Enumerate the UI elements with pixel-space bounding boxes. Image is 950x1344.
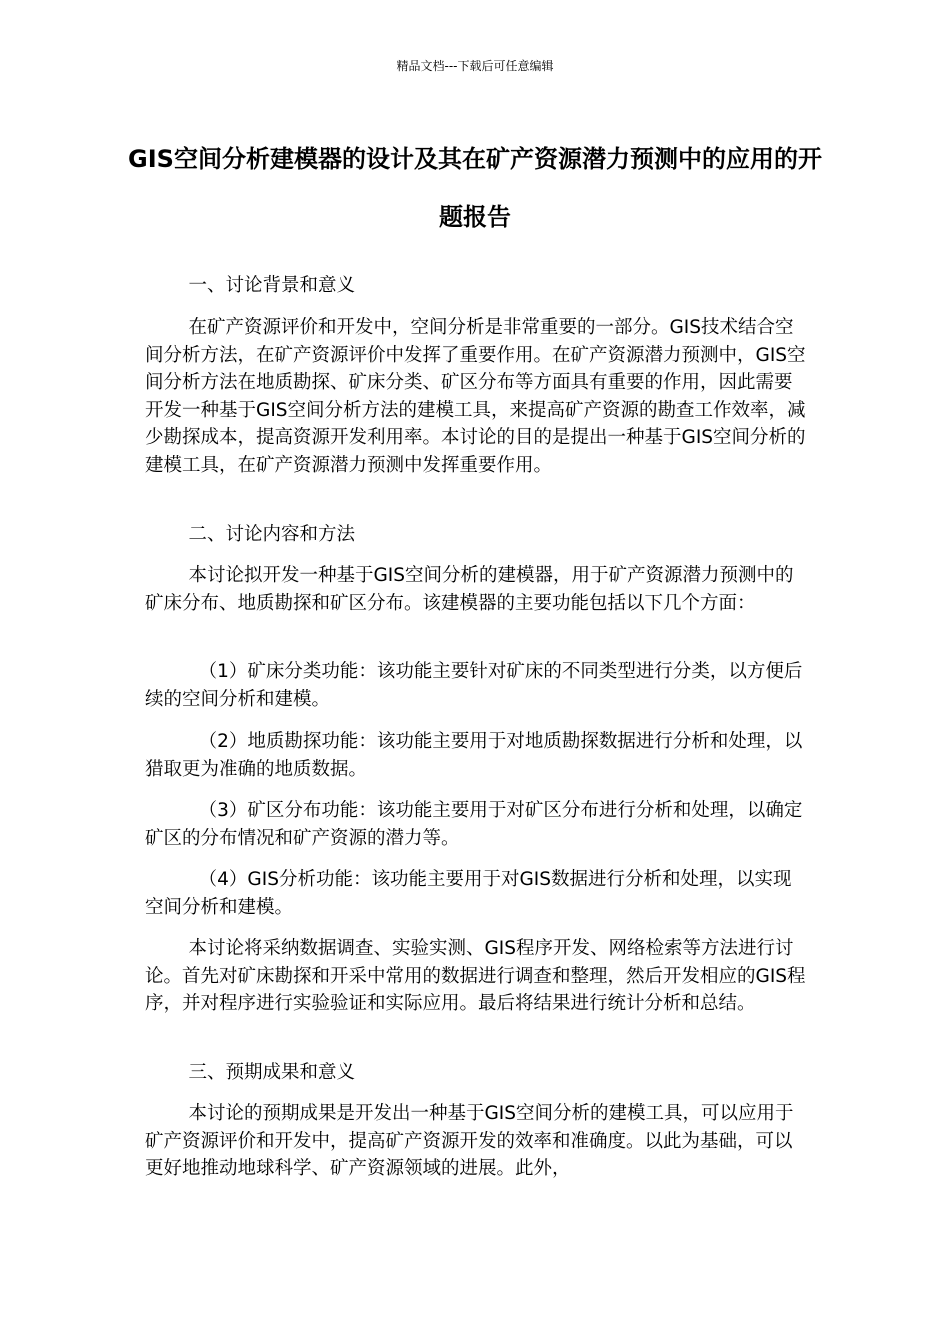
heading-text: 三、预期成果和意义 (188, 1062, 355, 1083)
section-heading-3 (145, 1059, 807, 1087)
section-heading-2 (145, 521, 807, 549)
list-item-text: （3）矿区分布功能：该功能主要用于对矿区分布进行分析和处理，以确定矿区的分布情况和矿产资源的潜力等。 (145, 800, 803, 849)
paragraph-text: 本讨论的预期成果是开发出一种基于GIS空间分析的建模工具，可以应用于矿产资源评价和开发中，提高矿产资源开发的效率和准确度。以此为基础，可以更好地推动地球科学、矿产资源领域的进展。此外， (145, 1103, 794, 1179)
list-item-3 (145, 797, 807, 852)
list-item-2 (145, 728, 807, 783)
paragraph-text: 在矿产资源评价和开发中，空间分析是非常重要的一部分。GIS技术结合空间分析方法，在矿产资源评价中发挥了重要作用。在矿产资源潜力预测中，GIS空间分析方法在地质勘探、矿床分类、矿区分布等方面具有重要的作用，因此需要开发一种基于GIS空间分析方法的建模工具，来提高矿产资源的勘查工作效率，减少勘探成本，提高资源开发利用率。本讨论的目的是提出一种基于GIS空间分析的建模工具，在矿产资源潜力预测中发挥重要作用。 (145, 317, 806, 476)
paragraph-methods (145, 935, 807, 1018)
paragraph-text: 本讨论将采纳数据调查、实验实测、GIS程序开发、网络检索等方法进行讨论。首先对矿床勘探和开采中常用的数据进行调查和整理，然后开发相应的GIS程序，并对程序进行实验验证和实际应用。最后将结果进行统计分析和总结。 (145, 938, 806, 1014)
document-title: GIS空间分析建模器的设计及其在矿产资源潜力预测中的应用的开题报告 (128, 145, 822, 231)
paragraph-content-intro (145, 562, 807, 617)
page-header: 精品文档---下载后可任意编辑 (396, 59, 554, 73)
list-item-text: （1）矿床分类功能：该功能主要针对矿床的不同类型进行分类，以方便后续的空间分析和建模。 (145, 661, 803, 710)
list-item-text: （2）地质勘探功能：该功能主要用于对地质勘探数据进行分析和处理，以猎取更为准确的地质数据。 (145, 731, 803, 780)
paragraph-text: 本讨论拟开发一种基于GIS空间分析的建模器，用于矿产资源潜力预测中的矿床分布、地质勘探和矿区分布。该建模器的主要功能包括以下几个方面： (145, 565, 794, 614)
heading-text: 二、讨论内容和方法 (188, 524, 355, 545)
list-item-text: （4）GIS分析功能：该功能主要用于对GIS数据进行分析和处理，以实现空间分析和建模。 (145, 869, 792, 918)
section-heading-1 (145, 272, 807, 300)
paragraph-background (145, 314, 807, 479)
heading-text: 一、讨论背景和意义 (188, 275, 355, 296)
paragraph-outcomes (145, 1100, 807, 1183)
list-item-1 (145, 658, 807, 713)
list-item-4 (145, 866, 807, 921)
